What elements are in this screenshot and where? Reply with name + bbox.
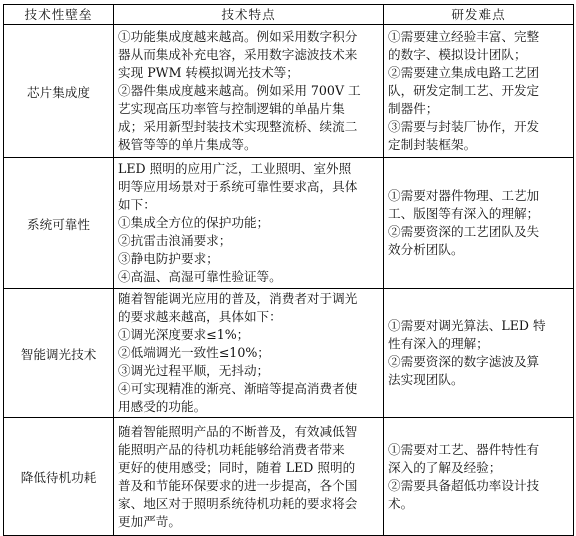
feature-line: 如下：	[118, 197, 156, 212]
feature-line: ②低端调光一致性≤10%；	[118, 345, 270, 360]
row-difficulties	[384, 25, 574, 158]
difficulty-line: ②需要具备超低功率设计技	[388, 477, 540, 493]
difficulty-line: ①需要对调光算法、LED 特	[388, 318, 546, 333]
difficulty-line: 性有深入的理解；	[388, 336, 489, 351]
difficulty-line: ②需要资深的工艺团队及失	[388, 224, 540, 239]
row-category: 芯片集成度	[4, 25, 114, 158]
feature-line: ④高温、高湿可靠性验证等。	[118, 269, 282, 284]
row-category: 系统可靠性	[4, 158, 114, 289]
row-category: 降低待机功耗	[4, 418, 114, 536]
feature-line: 随着智能照明产品的不断普及，有效减低智	[118, 423, 358, 439]
table-row	[4, 158, 574, 289]
feature-line: ④可实现精准的渐亮、渐暗等提高消费者使	[118, 381, 358, 396]
feature-line: 的要求越来越高，具体如下：	[118, 309, 282, 324]
difficulty-line: 制器件；	[388, 101, 439, 116]
difficulty-line: ①需要对工艺、器件特性有	[388, 441, 540, 457]
feature-line: 更加严苛。	[118, 513, 181, 529]
difficulty-line: ②需要建立集成电路工艺团	[388, 65, 540, 80]
feature-line: 能照明产品的待机功耗能够给消费者带来	[118, 441, 345, 457]
row-category: 智能调光技术	[4, 289, 114, 418]
feature-line: ①集成全方位的保护功能；	[118, 215, 270, 230]
row-difficulties	[384, 289, 574, 418]
feature-line: ③调光过程平顺，无抖动；	[118, 363, 270, 378]
feature-line: 明等应用场景对于系统可靠性要求高，具体	[118, 179, 358, 194]
difficulty-line: ③需要与封装厂协作，开发	[388, 119, 540, 134]
difficulty-line: 术。	[388, 495, 414, 511]
feature-line: 艺实现高压功率管与控制逻辑的单晶片集	[118, 101, 345, 116]
feature-line: ①功能集成度越来越高。例如采用数字积分	[118, 29, 358, 44]
row-features	[114, 25, 384, 158]
feature-line: 极管等等的单片集成等。	[118, 137, 257, 152]
table-row	[4, 289, 574, 418]
difficulty-line: ②需要资深的数字滤波及算	[388, 354, 540, 369]
header-difficulties: 研发难点	[384, 5, 574, 25]
row-features	[114, 158, 384, 289]
difficulty-line: ①需要对器件物理、工艺加	[388, 188, 540, 203]
feature-line: 更好的使用感受；同时，随着 LED 照明的	[118, 459, 356, 475]
feature-line: ①调光深度要求≤1%；	[118, 327, 250, 342]
difficulty-line: 的数字、模拟设计团队；	[388, 47, 527, 62]
feature-line: ②器件集成度越来越高。例如采用 700V 工	[118, 83, 361, 98]
difficulty-line: ①需要建立经验丰富、完整	[388, 29, 540, 44]
feature-line: 随着智能调光应用的普及，消费者对于调光	[118, 291, 358, 306]
difficulty-line: 队，研发定制工艺、开发定	[388, 83, 540, 98]
table-row	[4, 25, 574, 158]
feature-line: ③静电防护要求；	[118, 251, 219, 266]
feature-line: 实现 PWM 转模拟调光技术等；	[118, 65, 299, 80]
feature-line: 普及和节能环保要求的进一步提高，各个国	[118, 477, 358, 493]
table-header-row	[4, 5, 574, 25]
feature-line: 家、地区对于照明系统待机功耗的要求将会	[118, 495, 358, 511]
feature-line: 用感受的功能。	[118, 399, 207, 414]
row-features	[114, 418, 384, 536]
technical-barriers-table	[3, 4, 574, 536]
row-difficulties	[384, 158, 574, 289]
header-features: 技术特点	[114, 5, 384, 25]
header-barrier: 技术性壁垒	[4, 5, 114, 25]
feature-line: 成；采用新型封装技术实现整流桥、续流二	[118, 119, 358, 134]
table-row	[4, 418, 574, 536]
difficulty-line: 工、版图等有深入的理解；	[388, 206, 540, 221]
row-difficulties	[384, 418, 574, 536]
feature-line: ②抗雷击浪涌要求；	[118, 233, 232, 248]
difficulty-line: 定制封装框架。	[388, 137, 477, 152]
feature-line: LED 照明的应用广泛，工业照明、室外照	[118, 161, 352, 176]
row-features	[114, 289, 384, 418]
difficulty-line: 效分析团队。	[388, 242, 464, 257]
feature-line: 器从而集成补充电容，采用数字滤波技术来	[118, 47, 358, 62]
difficulty-line: 法实现团队。	[388, 372, 464, 387]
difficulty-line: 深入的了解及经验；	[388, 459, 502, 475]
